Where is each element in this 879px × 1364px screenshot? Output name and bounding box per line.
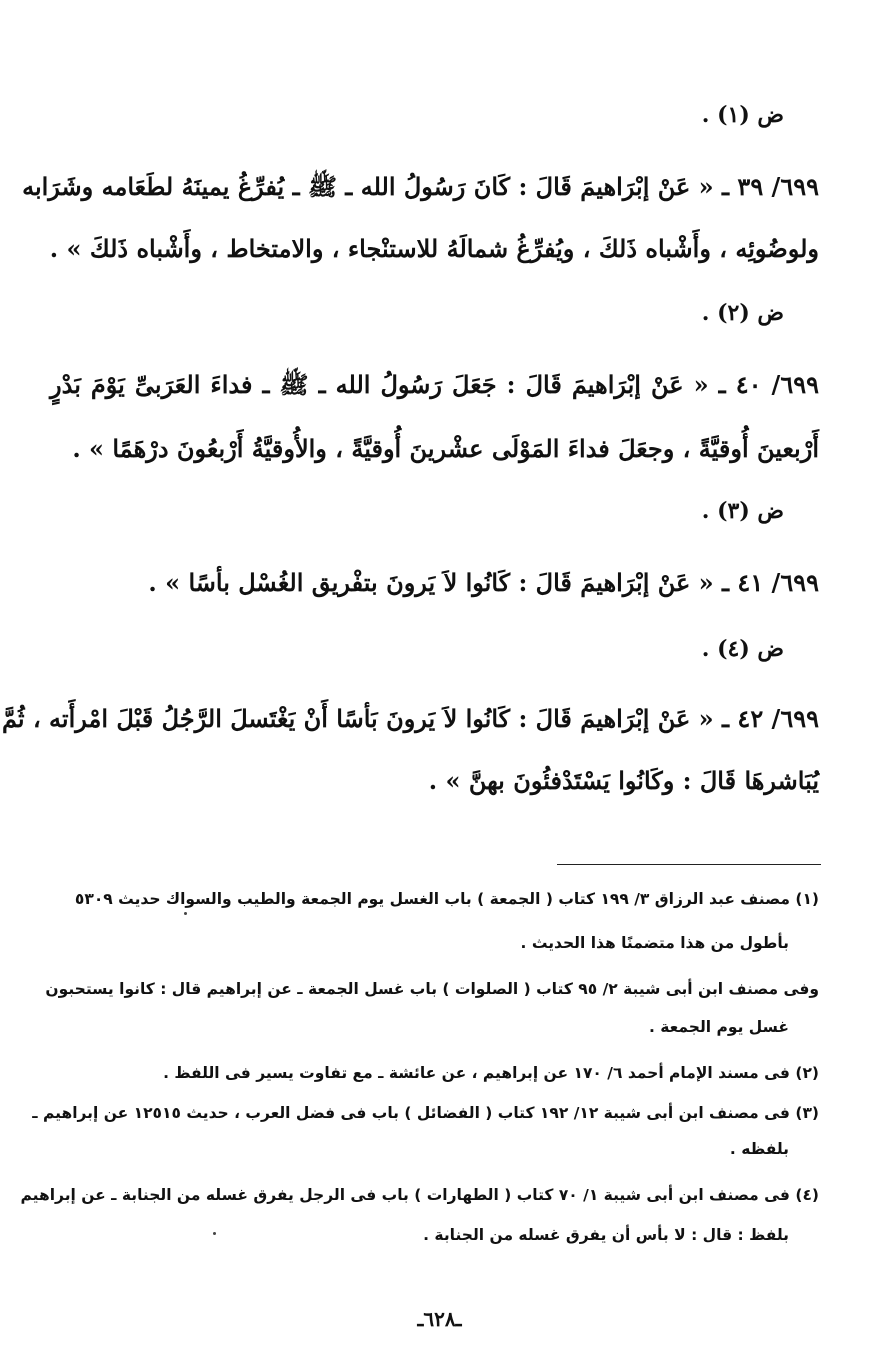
hadith-42-line-1: ٦٩٩/ ٤٢ ـ « عَنْ إبْرَاهيمَ قَالَ : كَانُوا لاَ يَرونَ بَأسًا أَنْ يَغْتَسلَ الرَّجُلُ قَبْلَ امْرأَته ، ثُمَّ [1, 704, 819, 733]
scan-speck [213, 1232, 216, 1235]
footnote-1-line-1: (١) مصنف عبد الرزاق ٣/ ١٩٩ كتاب ( الجمعة ) باب الغسل يوم الجمعة والطيب والسواك حديث ٥٣٠٩ [74, 890, 819, 908]
scan-speck [184, 912, 187, 915]
footnote-2-line-1: (٢) فى مسند الإمام أحمد ٦/ ١٧٠ عن إبراهيم ، عن عائشة ـ مع تفاوت يسير فى اللفظ . [163, 1064, 819, 1082]
dad-marker-3: ض (٣) . [701, 498, 784, 524]
footnote-1b-line-1: وفى مصنف ابن أبى شيبة ٢/ ٩٥ كتاب ( الصلوات ) باب غسل الجمعة ـ عن إبراهيم قال : كانوا يستحبون [45, 980, 819, 998]
footnote-1-line-2: بأطول من هذا متضمنًا هذا الحديث . [520, 934, 789, 952]
hadith-40-line-2: أَرْبعينَ أُوقيَّةً ، وجعَلَ فداءَ المَوْلَى عشْرينَ أُوقيَّةً ، والأُوقيَّةُ أَرْبعُونَ درْهَمًا » . [72, 434, 819, 463]
footnote-separator [557, 864, 821, 865]
dad-marker-1: ض (١) . [701, 102, 784, 128]
hadith-41-line-1: ٦٩٩/ ٤١ ـ « عَنْ إبْرَاهيمَ قَالَ : كَانُوا لاَ يَرونَ بتفْريق الغُسْل بأسًا » . [148, 568, 819, 597]
hadith-39-line-1: ٦٩٩/ ٣٩ ـ « عَنْ إبْرَاهيمَ قَالَ : كَانَ رَسُولُ الله ـ ﷺ ـ يُفرِّغُ يمينَهُ لطَعَامه وشَرَابه [22, 172, 819, 201]
footnote-3-line-1: (٣) فى مصنف ابن أبى شيبة ١٢/ ١٩٢ كتاب ( الفضائل ) باب فى فضل العرب ، حديث ١٢٥١٥ عن إبراهيم ـ [32, 1104, 819, 1122]
footnote-4-line-1: (٤) فى مصنف ابن أبى شيبة ١/ ٧٠ كتاب ( الطهارات ) باب فى الرجل يفرق غسله من الجنابة ـ عن إبراهيم [20, 1186, 819, 1204]
hadith-42-line-2: يُبَاشرهَا قَالَ : وكَانُوا يَسْتَدْفئُونَ بهنَّ » . [428, 766, 819, 795]
footnote-1b-line-2: غسل يوم الجمعة . [648, 1018, 789, 1036]
footnote-3-line-2: بلفظه . [729, 1140, 789, 1158]
dad-marker-4: ض (٤) . [701, 636, 784, 662]
footnote-4-line-2: بلفظ : قال : لا بأس أن يفرق غسله من الجنابة . [423, 1226, 789, 1244]
hadith-39-line-2: ولوضُوئِه ، وأَشْباه ذَلكَ ، ويُفرِّغُ شمالَهُ للاستنْجاء ، والامتخاط ، وأَشْباه ذَلكَ » . [49, 234, 819, 263]
page-number: ـ٦٢٨ـ [417, 1307, 462, 1331]
dad-marker-2: ض (٢) . [701, 300, 784, 326]
hadith-40-line-1: ٦٩٩/ ٤٠ ـ « عَنْ إبْرَاهيمَ قَالَ : جَعَلَ رَسُولُ الله ـ ﷺ ـ فداءَ العَرَبىِّ يَوْمَ بَدْرٍ [50, 370, 819, 399]
